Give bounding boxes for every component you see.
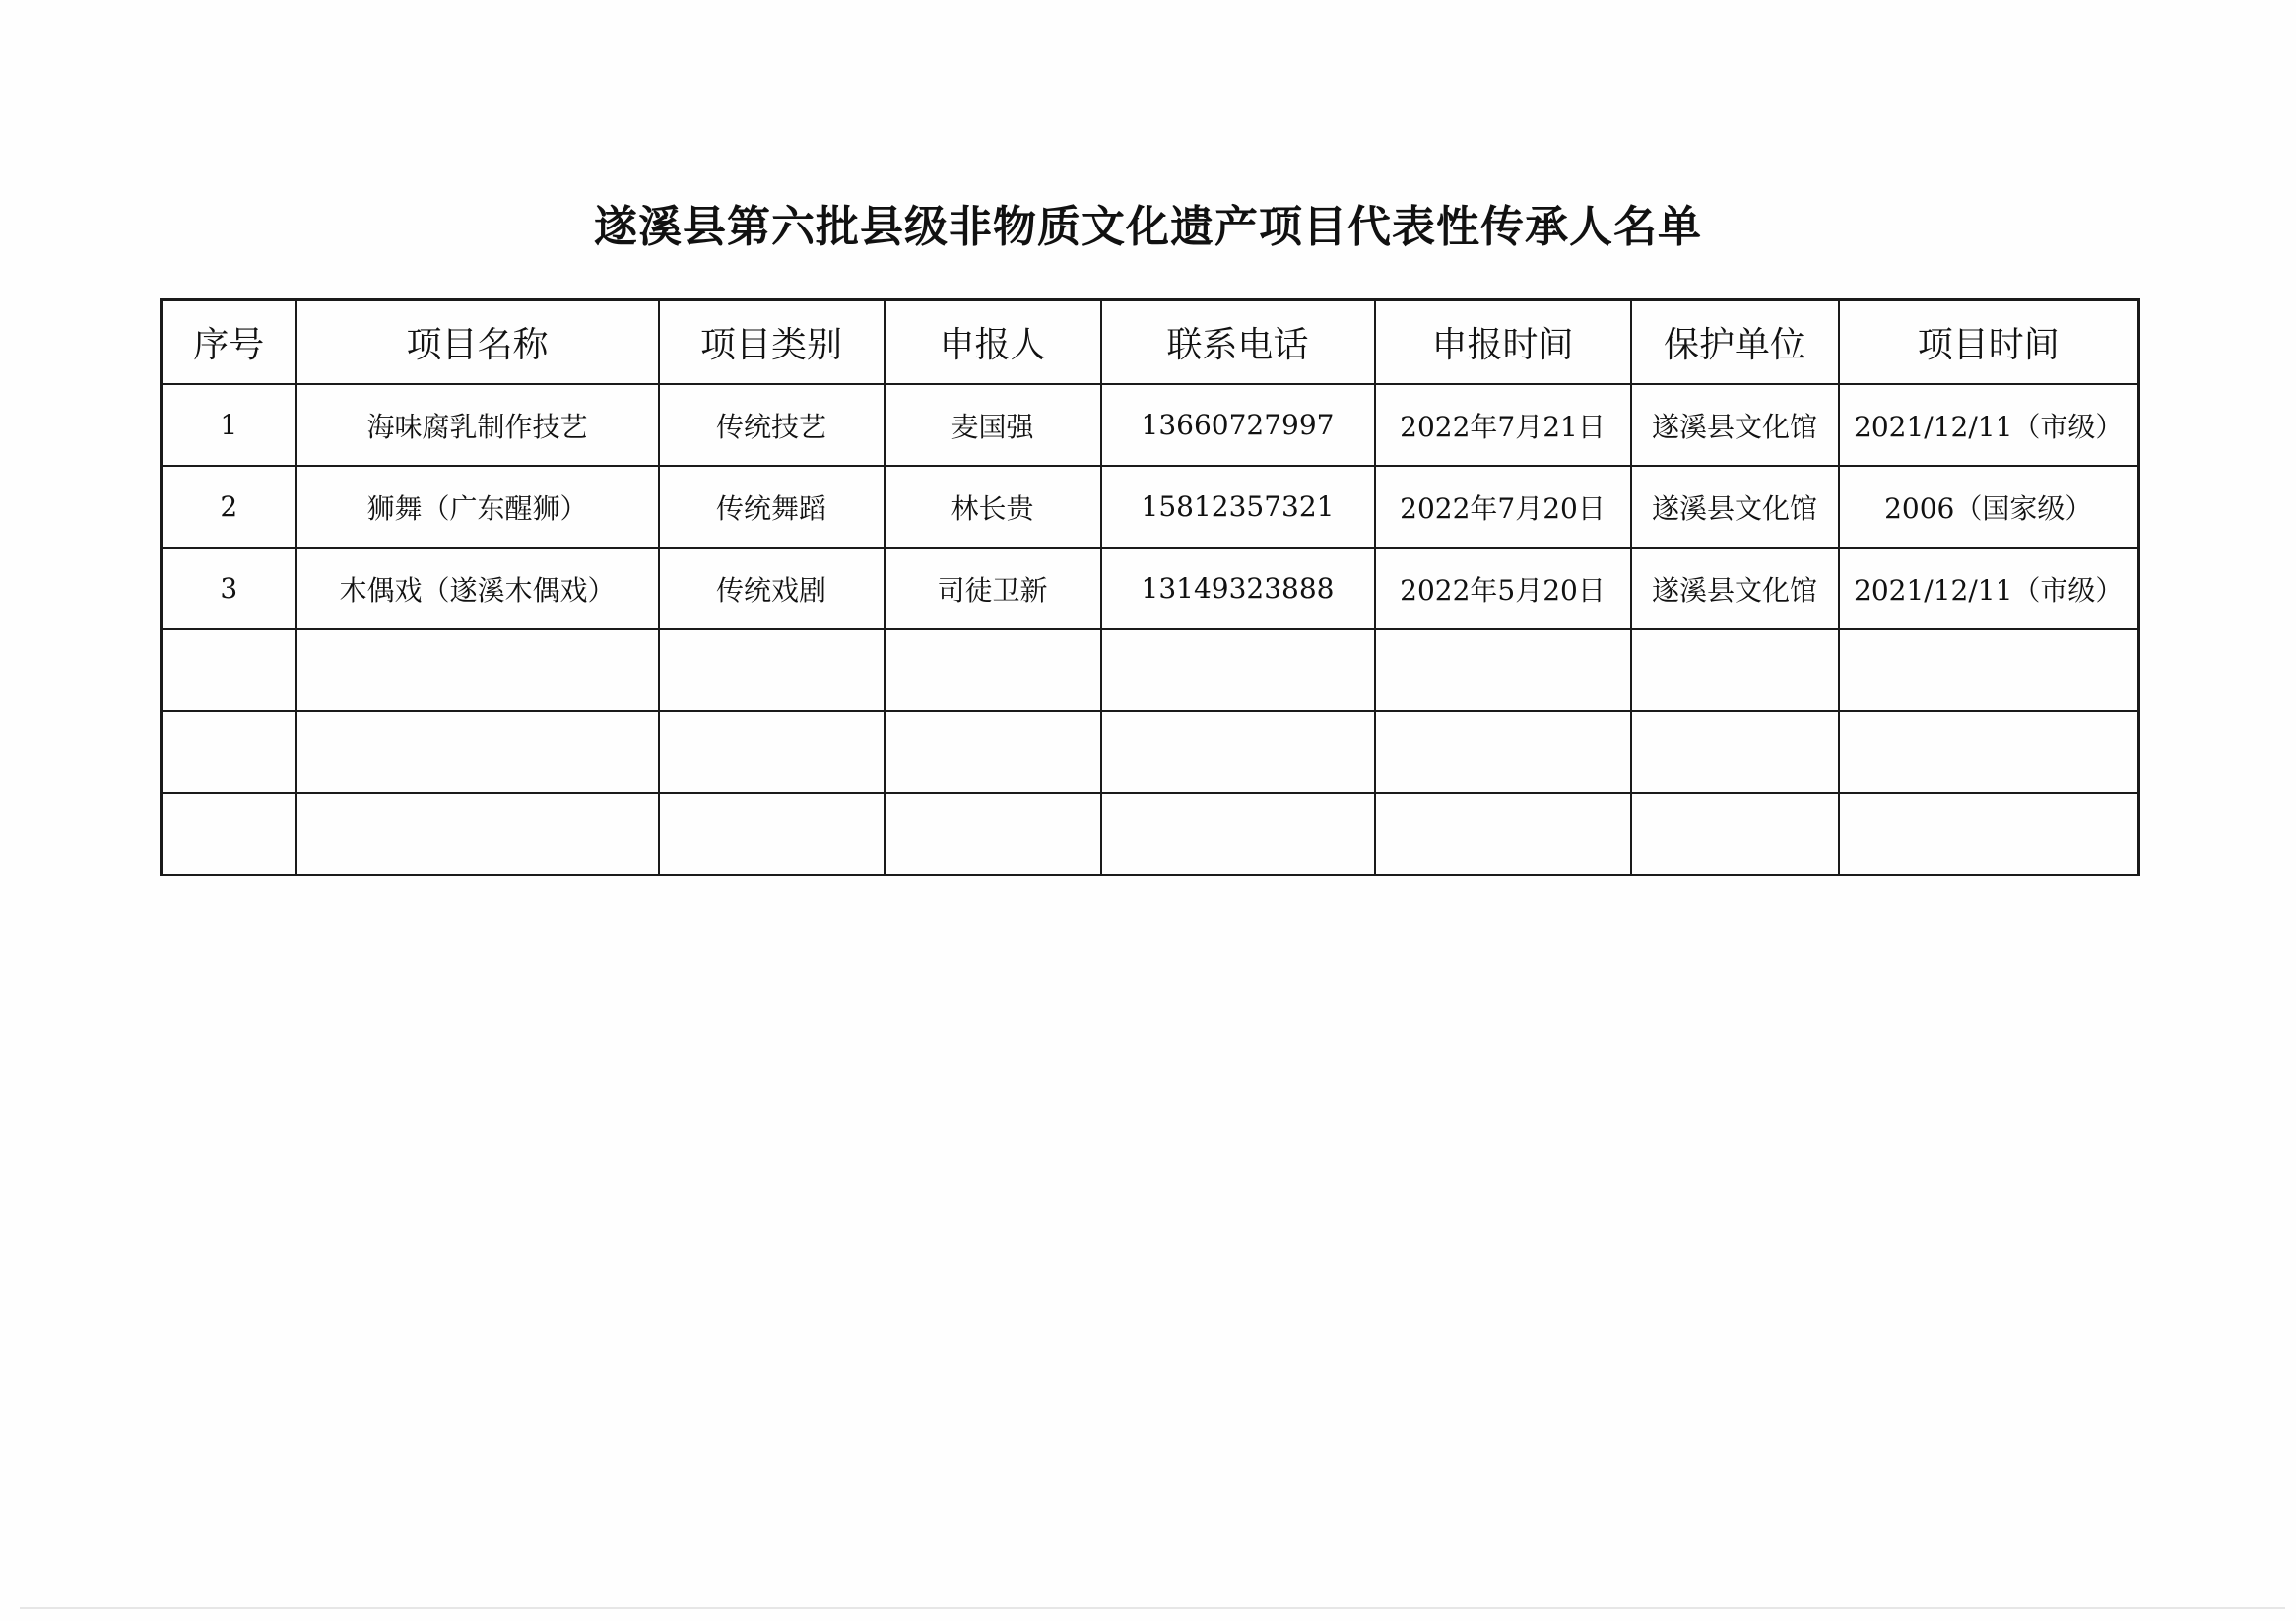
cell-project-name bbox=[296, 711, 659, 793]
cell-index: 3 bbox=[162, 548, 296, 629]
cell-applicant bbox=[885, 793, 1101, 875]
cell-phone bbox=[1101, 793, 1375, 875]
table-row-empty bbox=[162, 793, 2139, 875]
cell-index bbox=[162, 711, 296, 793]
table-row bbox=[162, 384, 2139, 466]
table-row-empty bbox=[162, 711, 2139, 793]
header-index: 序号 bbox=[162, 300, 296, 385]
cell-apply-date: 2022年7月21日 bbox=[1375, 384, 1631, 466]
cell-phone: 15812357321 bbox=[1101, 466, 1375, 548]
cell-apply-date bbox=[1375, 793, 1631, 875]
cell-applicant bbox=[885, 629, 1101, 711]
cell-project-category bbox=[659, 793, 885, 875]
header-applicant: 申报人 bbox=[885, 300, 1101, 385]
cell-applicant bbox=[885, 711, 1101, 793]
header-phone: 联系电话 bbox=[1101, 300, 1375, 385]
header-apply-date: 申报时间 bbox=[1375, 300, 1631, 385]
cell-project-category: 传统戏剧 bbox=[659, 548, 885, 629]
document-title: 遂溪县第六批县级非物质文化遗产项目代表性传承人名单 bbox=[594, 202, 1702, 252]
cell-project-date: 2006（国家级） bbox=[1839, 466, 2139, 548]
cell-apply-date bbox=[1375, 629, 1631, 711]
cell-project-name bbox=[296, 629, 659, 711]
cell-project-category bbox=[659, 711, 885, 793]
scan-edge-line bbox=[20, 1607, 2285, 1609]
cell-protection-unit bbox=[1631, 711, 1839, 793]
cell-apply-date: 2022年7月20日 bbox=[1375, 466, 1631, 548]
cell-phone bbox=[1101, 711, 1375, 793]
header-project-date: 项目时间 bbox=[1839, 300, 2139, 385]
cell-phone bbox=[1101, 629, 1375, 711]
cell-index: 2 bbox=[162, 466, 296, 548]
table-row bbox=[162, 466, 2139, 548]
cell-protection-unit bbox=[1631, 793, 1839, 875]
header-project-name: 项目名称 bbox=[296, 300, 659, 385]
header-protection-unit: 保护单位 bbox=[1631, 300, 1839, 385]
cell-index: 1 bbox=[162, 384, 296, 466]
cell-project-date: 2021/12/11（市级） bbox=[1839, 384, 2139, 466]
cell-project-name bbox=[296, 793, 659, 875]
cell-protection-unit: 遂溪县文化馆 bbox=[1631, 466, 1839, 548]
cell-applicant: 司徒卫新 bbox=[885, 548, 1101, 629]
cell-applicant: 林长贵 bbox=[885, 466, 1101, 548]
cell-project-name: 木偶戏（遂溪木偶戏） bbox=[296, 548, 659, 629]
cell-project-date bbox=[1839, 711, 2139, 793]
cell-project-date: 2021/12/11（市级） bbox=[1839, 548, 2139, 629]
cell-project-date bbox=[1839, 793, 2139, 875]
cell-project-date bbox=[1839, 629, 2139, 711]
cell-project-category bbox=[659, 629, 885, 711]
cell-phone: 13660727997 bbox=[1101, 384, 1375, 466]
cell-project-name: 狮舞（广东醒狮） bbox=[296, 466, 659, 548]
cell-applicant: 麦国强 bbox=[885, 384, 1101, 466]
table-row-empty bbox=[162, 629, 2139, 711]
cell-protection-unit bbox=[1631, 629, 1839, 711]
cell-phone: 13149323888 bbox=[1101, 548, 1375, 629]
cell-index bbox=[162, 629, 296, 711]
cell-apply-date bbox=[1375, 711, 1631, 793]
cell-apply-date: 2022年5月20日 bbox=[1375, 548, 1631, 629]
cell-project-name: 海味腐乳制作技艺 bbox=[296, 384, 659, 466]
inheritor-table bbox=[160, 298, 2140, 876]
cell-index bbox=[162, 793, 296, 875]
cell-protection-unit: 遂溪县文化馆 bbox=[1631, 548, 1839, 629]
header-project-category: 项目类别 bbox=[659, 300, 885, 385]
cell-protection-unit: 遂溪县文化馆 bbox=[1631, 384, 1839, 466]
table-header-row bbox=[162, 300, 2139, 385]
cell-project-category: 传统舞蹈 bbox=[659, 466, 885, 548]
table-row bbox=[162, 548, 2139, 629]
cell-project-category: 传统技艺 bbox=[659, 384, 885, 466]
